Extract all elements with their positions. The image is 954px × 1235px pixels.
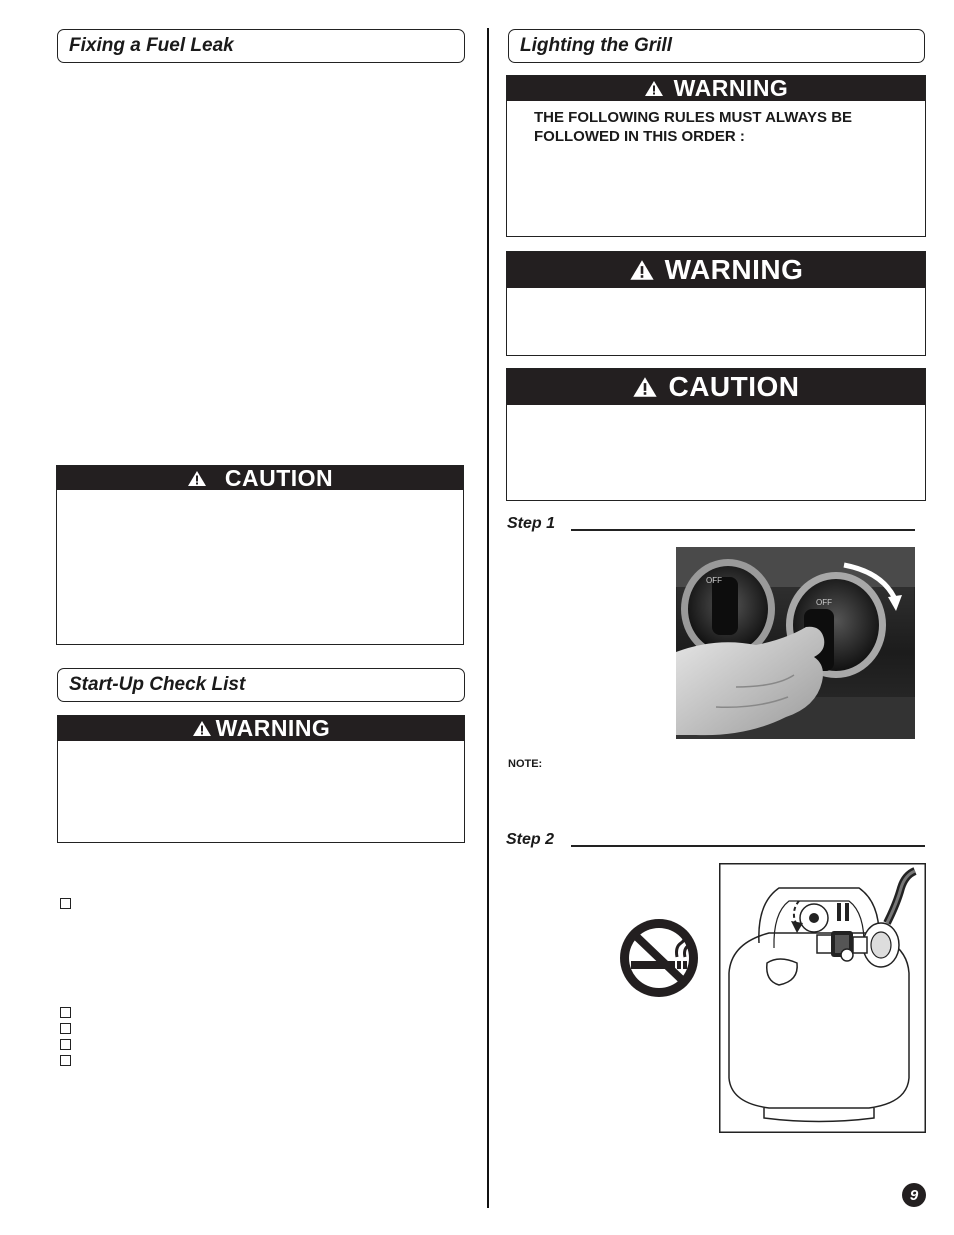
- step1-rule: [571, 529, 915, 531]
- right-warning1-label: WARNING: [673, 75, 789, 101]
- startup-section-title: [57, 668, 465, 702]
- warning-triangle-icon: [644, 80, 664, 97]
- warning-triangle-icon: [187, 470, 207, 487]
- knob-turn-photo: [676, 547, 915, 739]
- checklist-checkbox-1[interactable]: [60, 898, 71, 909]
- left-caution-box: [56, 465, 464, 645]
- left-warning-box: [57, 715, 465, 843]
- left-warning-header: [58, 716, 464, 741]
- step1-label: Step 1: [507, 515, 556, 532]
- left-warning-label: WARNING: [215, 715, 331, 741]
- warning-triangle-icon: [632, 376, 658, 398]
- note-label: NOTE:: [508, 758, 543, 770]
- right-warning-box-2: [506, 251, 926, 356]
- svg-text:OFF: OFF: [706, 576, 722, 585]
- right-warning2-header: [507, 252, 925, 288]
- propane-tank-illustration: [719, 863, 926, 1133]
- checklist-checkbox-2[interactable]: [60, 1007, 71, 1018]
- column-divider: [487, 28, 489, 1208]
- step2-label: Step 2: [506, 831, 555, 848]
- right-warning-box-1: [506, 75, 926, 237]
- left-caution-label: CAUTION: [224, 464, 334, 491]
- warning-triangle-icon: [629, 259, 655, 281]
- checklist-checkbox-3[interactable]: [60, 1023, 71, 1034]
- fuel-leak-section-title: [57, 29, 465, 63]
- warning-triangle-icon: [192, 720, 212, 737]
- right-caution-header: [507, 369, 925, 405]
- lighting-section-title: [508, 29, 925, 63]
- left-caution-header: [57, 466, 463, 490]
- right-warning2-label: WARNING: [664, 254, 804, 285]
- svg-text:OFF: OFF: [816, 598, 832, 607]
- lighting-title: Lighting the Grill: [520, 35, 672, 56]
- page-number: 9: [902, 1183, 926, 1207]
- checklist-checkbox-5[interactable]: [60, 1055, 71, 1066]
- right-caution-label: CAUTION: [668, 371, 800, 402]
- fuel-leak-title: Fixing a Fuel Leak: [69, 35, 234, 56]
- no-smoking-icon: [617, 917, 701, 999]
- step2-rule: [571, 845, 925, 847]
- startup-title: Start-Up Check List: [69, 674, 246, 695]
- right-warning1-header: [507, 76, 925, 101]
- warning-rules-text: THE FOLLOWING RULES MUST ALWAYS BE FOLLOWED IN THIS ORDER :: [534, 109, 853, 145]
- checklist-checkbox-4[interactable]: [60, 1039, 71, 1050]
- right-caution-box: [506, 368, 926, 501]
